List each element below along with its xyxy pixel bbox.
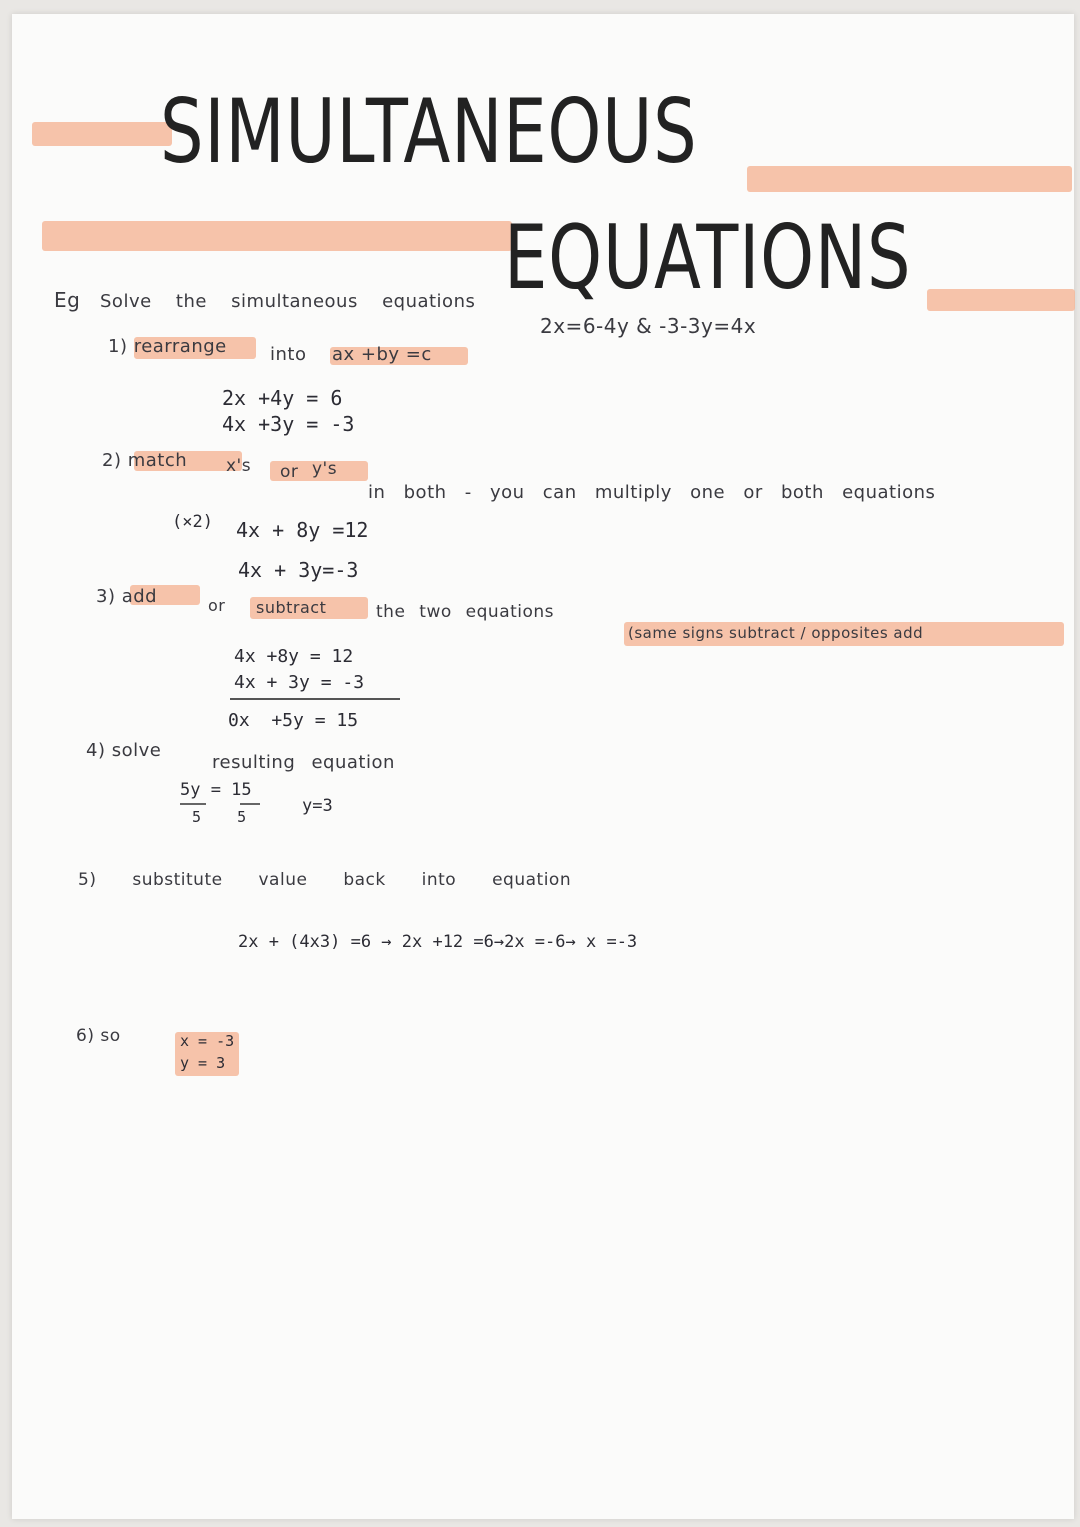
step1-label: 1) rearrange [108,336,227,357]
step3-subtract: subtract [256,598,327,617]
step4-answer: y=3 [302,796,333,816]
intro-eg: Eg [54,288,81,312]
title-highlight-right-2 [927,289,1075,311]
step4-numerator: 5y = 15 [180,780,252,800]
step1-into: into [270,344,307,365]
step3-result: 0x +5y = 15 [228,710,359,731]
step6-x: x = -3 [180,1032,235,1050]
step4-rest: resulting equation [212,752,395,773]
title-highlight-right [747,166,1072,192]
step4-label: 4) solve [86,740,162,761]
step3-rest: the two equations [376,602,555,622]
step3-sum-line [230,698,400,700]
title-line-1: SIMULTANEOUS [160,80,698,183]
step2-rest: in both - you can multiply one or both equations [368,482,936,503]
step3-or: or [208,596,226,615]
step2-label: 2) match [102,450,188,471]
step2-eq2: 4x + 3y=-3 [238,558,359,582]
title-highlight-left [32,122,172,146]
step1-eq2: 4x +3y = -3 [222,412,355,436]
intro-equations: 2x=6-4y & -3-3y=4x [540,314,757,338]
title-line-2: EQUATIONS [504,206,912,309]
step2-ys: y's [312,459,338,479]
step4-fraction-line-left [180,803,206,805]
notebook-page [12,14,1074,1519]
step3-label: 3) add [96,586,158,607]
intro-text: Solve the simultaneous equations [100,291,476,312]
step3-eq1: 4x +8y = 12 [234,646,354,667]
step2-xs: x's [226,456,252,476]
step6-y: y = 3 [180,1054,226,1072]
step5-work: 2x + (4x3) =6 → 2x +12 =6→2x =-6→ x =-3 [238,932,638,952]
step6-label: 6) so [76,1026,121,1046]
step4-fraction-line-right [240,803,260,805]
step3-note: (same signs subtract / opposites add [628,624,924,642]
step2-eq1: 4x + 8y =12 [236,518,369,542]
step1-eq1: 2x +4y = 6 [222,386,343,410]
step5-label: 5) substitute value back into equation [78,870,572,890]
step3-eq2: 4x + 3y = -3 [234,672,365,693]
step2-or: or [280,462,299,482]
step4-denominator: 5 5 [192,808,247,826]
title-highlight-left-2 [42,221,512,251]
step1-form: ax +by =c [332,344,432,365]
step2-multiplier: (×2) [172,512,213,532]
